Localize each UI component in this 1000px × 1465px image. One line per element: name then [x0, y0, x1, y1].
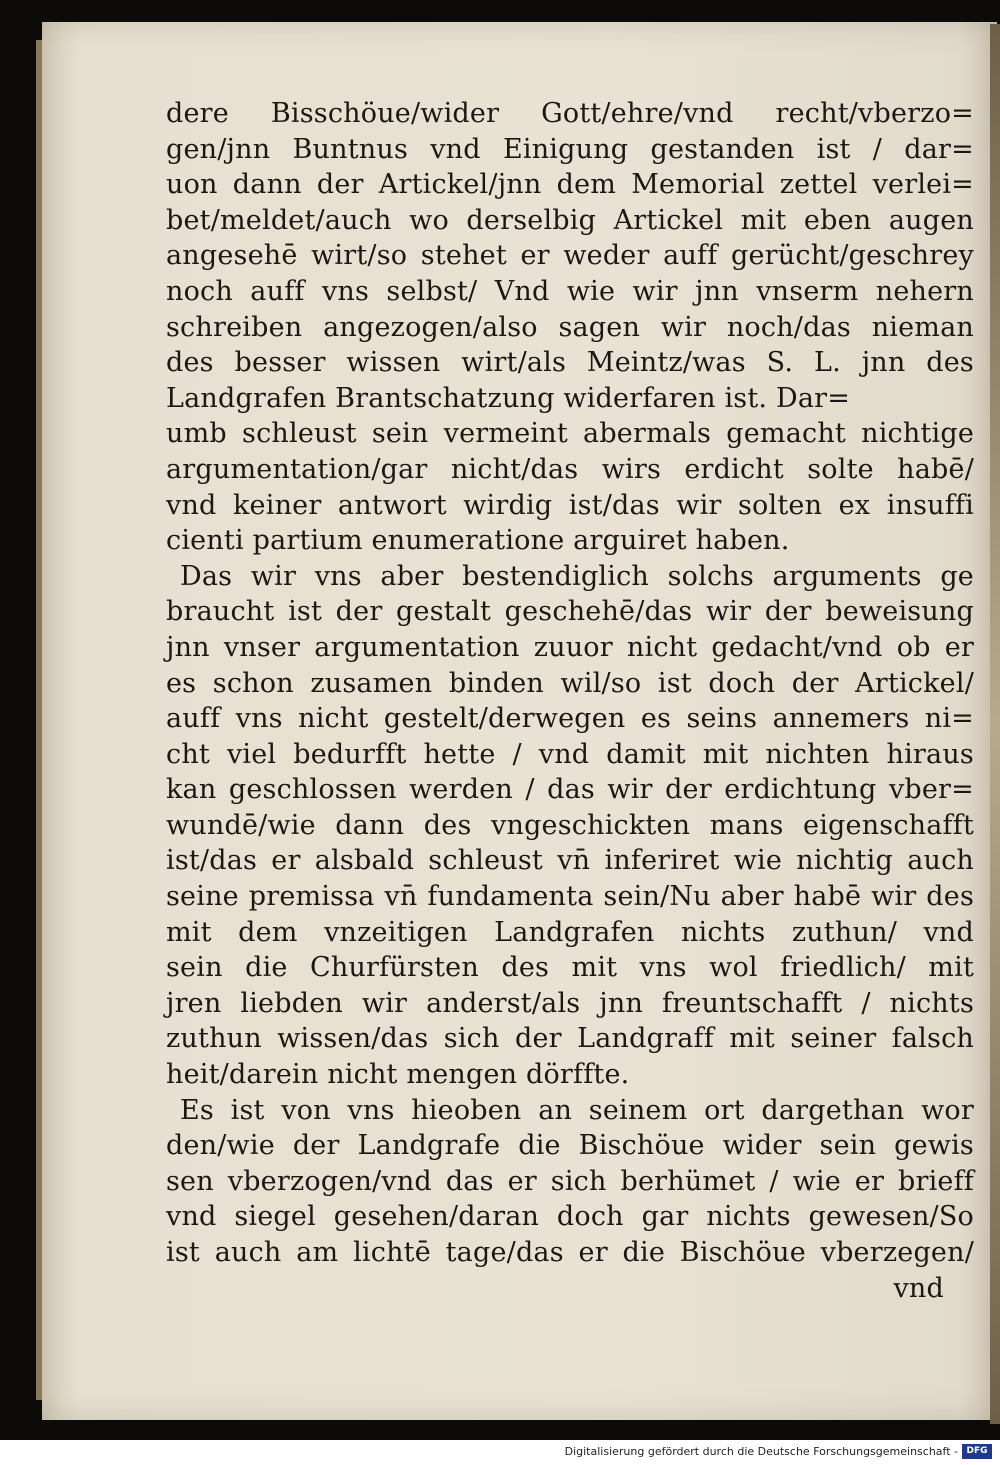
text-line: gen/jnn Buntnus vnd Einigung gestanden ist / dar= [166, 133, 974, 165]
text-line: vnd siegel gesehen/daran doch gar nichts gewesen/So [166, 1201, 974, 1233]
page-right-edge [990, 24, 1000, 1424]
text-line: den/wie der Landgrafe die Bischöue wider sein gewis [166, 1130, 974, 1162]
page-text-block [166, 96, 974, 1306]
text-line: des besser wissen wirt/als Meintz/was S. L. jnn des [166, 347, 974, 379]
text-line: mit dem vnzeitigen Landgrafen nichts zuthun/ vnd [166, 916, 974, 948]
paragraph-start-line: Es ist von vns hieoben an seinem ort dargethan wor [180, 1094, 974, 1126]
text-line: heit/darein nicht mengen dörffte. [166, 1059, 630, 1091]
text-line: kan geschlossen werden / das wir der erdichtung vber= [166, 774, 974, 806]
text-line: es schon zusamen binden wil/so ist doch der Artickel/ [166, 667, 974, 699]
text-line: ist/das er alsbald schleust vn̄ inferiret wie nichtig auch [166, 845, 974, 877]
text-line: umb schleust sein vermeint abermals gemacht nichtige [166, 418, 974, 450]
text-line: uon dann der Artickel/jnn dem Memorial zettel verlei= [166, 169, 974, 201]
text-line: sein die Churfürsten des mit vns wol friedlich/ mit [166, 952, 974, 984]
text-line: jren liebden wir anderst/als jnn freuntschafft / nichts [166, 987, 974, 1019]
footer-bar [0, 1440, 1000, 1465]
text-line: argumentation/gar nicht/das wirs erdicht solte habē/ [166, 453, 974, 485]
dfg-logo: DFG [962, 1444, 992, 1459]
text-line: Landgrafen Brantschatzung widerfaren ist. Dar= [166, 382, 851, 414]
text-line: schreiben angezogen/also sagen wir noch/das nieman [166, 311, 974, 343]
text-line: cht viel bedurfft hette / vnd damit mit nichten hiraus [166, 738, 974, 770]
text-line: jnn vnser argumentation zuuor nicht gedacht/vnd ob er [166, 631, 974, 663]
text-line: dere Bisschöue/wider Gott/ehre/vnd recht/vberzo= [166, 98, 974, 129]
text-line: braucht ist der gestalt geschehē/das wir der beweisung [166, 596, 974, 628]
text-line: cienti partium enumeratione arguiret haben. [166, 525, 790, 557]
text-line: bet/meldet/auch wo derselbig Artickel mit eben augen [166, 204, 974, 236]
text-line: wundē/wie dann des vngeschickten mans eigenschafft [166, 809, 974, 841]
text-line: seine premissa vn̄ fundamenta sein/Nu aber habē wir des [166, 881, 974, 913]
text-line: sen vberzogen/vnd das er sich berhümet / wie er brieff [166, 1165, 974, 1197]
text-line: zuthun wissen/das sich der Landgraff mit seiner falsch [166, 1023, 974, 1055]
catchword: vnd [893, 1272, 944, 1304]
text-line: noch auff vns selbst/ Vnd wie wir jnn vnserm nehern [166, 275, 974, 307]
paragraph-start-line: Das wir vns aber bestendiglich solchs arguments ge [180, 560, 974, 592]
text-line: vnd keiner antwort wirdig ist/das wir solten ex insuffi [166, 489, 974, 521]
text-line: angesehē wirt/so stehet er weder auff gerücht/geschrey [166, 240, 974, 272]
text-line: ist auch am lichtē tage/das er die Bischöue vberzegen/ [166, 1237, 974, 1268]
text-line: auff vns nicht gestelt/derwegen es seins annemers ni= [166, 703, 974, 735]
funding-credit: Digitalisierung gefördert durch die Deutsche Forschungsgemeinschaft - [564, 1445, 958, 1458]
